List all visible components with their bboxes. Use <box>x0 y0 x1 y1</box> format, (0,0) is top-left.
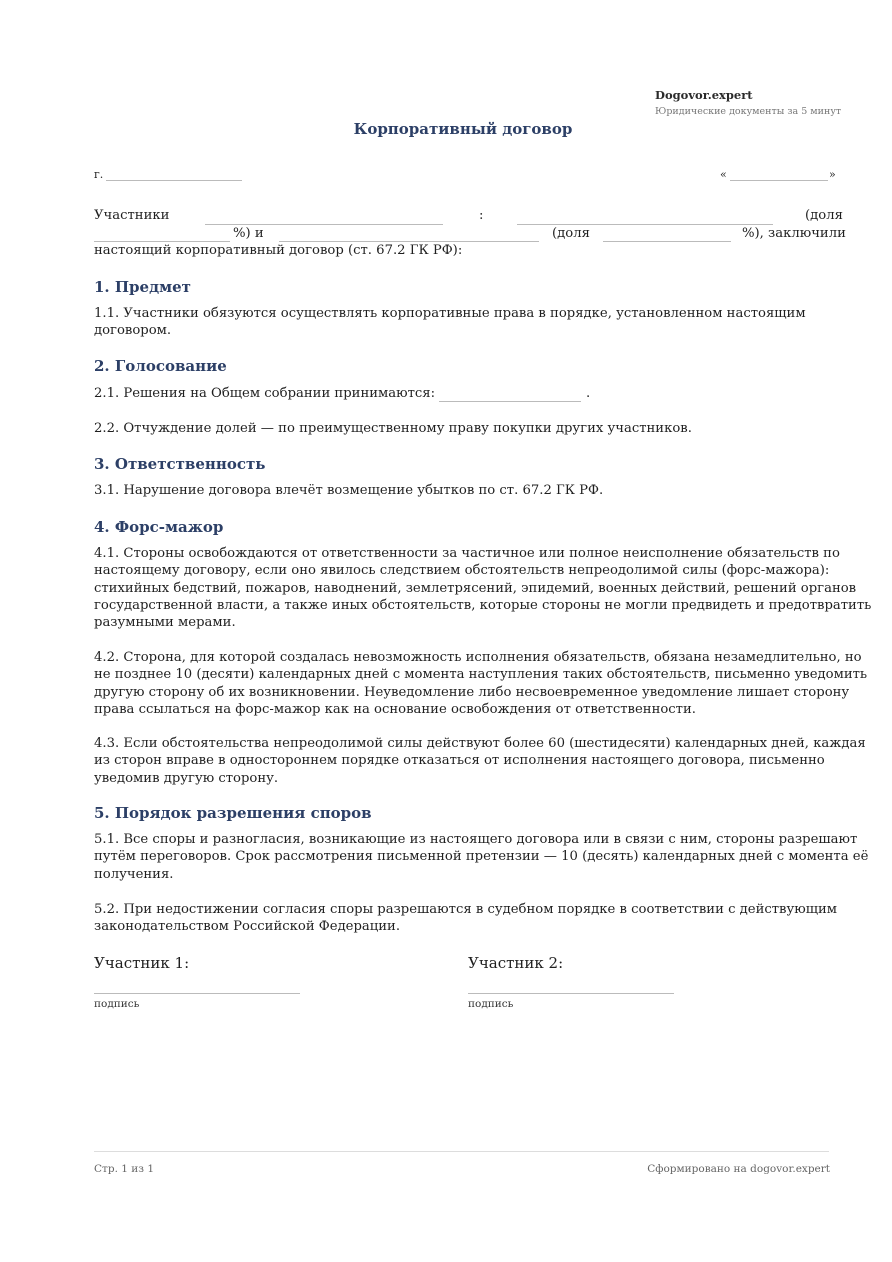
brand-name: Dogovor.expert <box>655 88 753 102</box>
section-1-heading: 1. Предмет <box>94 278 191 296</box>
signature-2-caption: подпись <box>468 998 514 1010</box>
signature-2-line <box>468 993 674 994</box>
share-open-2: (доля <box>552 226 590 241</box>
clause-1-1: 1.1. Участники обязуются осуществлять корпоративные права в порядке, установленном настоящим договором. <box>94 306 806 339</box>
document-title: Корпоративный договор <box>353 120 573 138</box>
section-5-heading: 5. Порядок разрешения споров <box>94 804 372 822</box>
share-open-1: (доля <box>805 208 843 223</box>
share-2-blank <box>603 241 731 242</box>
participants-colon: : <box>479 208 484 223</box>
page-counter: Стр. 1 из 1 <box>94 1163 155 1175</box>
percent-and: %) и <box>233 226 264 241</box>
preamble-line-3: настоящий корпоративный договор (ст. 67.2 ГК РФ): <box>94 243 463 258</box>
clause-2-2: 2.2. Отчуждение долей — по преимущественному праву покупки других участников. <box>94 421 692 436</box>
clause-2-1-period: . <box>586 386 591 401</box>
date-blank <box>730 180 828 181</box>
signature-1-line <box>94 993 300 994</box>
clause-5-1: 5.1. Все споры и разногласия, возникающие из настоящего договора или в связи с ним, стороны разрешают путём переговоров. Срок рассмотрения письменной претензии — 10 (десять) календарных дней с момента её получения. <box>94 832 869 882</box>
clause-4-1: 4.1. Стороны освобождаются от ответственности за частичное или полное неисполнение обязательств по настоящему договору, если оно явилось следствием обстоятельств непреодолимой силы (форс-мажора): стихийных бедствий, пожаров, наводнений, землетрясений, эпидемий, военных действий, решений органов государственной власти, а также иных обстоятельств, которые стороны не могли предвидеть и предотвратить разумными мерами. <box>94 546 872 631</box>
footer-divider <box>94 1151 829 1152</box>
clause-4-3: 4.3. Если обстоятельства непреодолимой силы действуют более 60 (шестидесяти) календарных дней, каждая из сторон вправе в одностороннем порядке отказаться от исполнения настоящего договора, письменно уведомив другую сторону. <box>94 736 866 786</box>
signature-1-label: Участник 1: <box>94 954 190 972</box>
signature-2-label: Участник 2: <box>468 954 564 972</box>
brand-tagline: Юридические документы за 5 минут <box>655 106 842 117</box>
voting-blank <box>439 401 581 402</box>
clause-4-2: 4.2. Сторона, для которой создалась невозможность исполнения обязательств, обязана незамедлительно, но не позднее 10 (десяти) календарных дней с момента наступления таких обстоятельств, письменно уведомить другую сторону об их возникновении. Неуведомление либо несвоевременное уведомление лишает сторону права ссылаться на форс-мажор как на основание освобождения от ответственности. <box>94 650 868 717</box>
brand-block <box>655 88 841 119</box>
participants-label: Участники <box>94 208 170 223</box>
clause-3-1: 3.1. Нарушение договора влечёт возмещение убытков по ст. 67.2 ГК РФ. <box>94 483 604 498</box>
section-2-heading: 2. Голосование <box>94 357 227 375</box>
clause-2-1: 2.1. Решения на Общем собрании принимаются: <box>94 386 436 401</box>
clause-5-2: 5.2. При недостижении согласия споры разрешаются в судебном порядке в соответствии с действующим законодательством Российской Федерации. <box>94 902 838 935</box>
footer-generated-note: Сформировано на dogovor.expert <box>647 1163 830 1175</box>
percent-concluded: %), заключили <box>742 226 846 241</box>
city-prefix: г. <box>94 168 104 181</box>
section-4-heading: 4. Форс-мажор <box>94 518 224 536</box>
signature-1-caption: подпись <box>94 998 140 1010</box>
date-open-quote: « <box>720 168 727 181</box>
section-3-heading: 3. Ответственность <box>94 455 266 473</box>
date-close-quote: » <box>829 168 836 181</box>
city-blank <box>106 180 242 181</box>
